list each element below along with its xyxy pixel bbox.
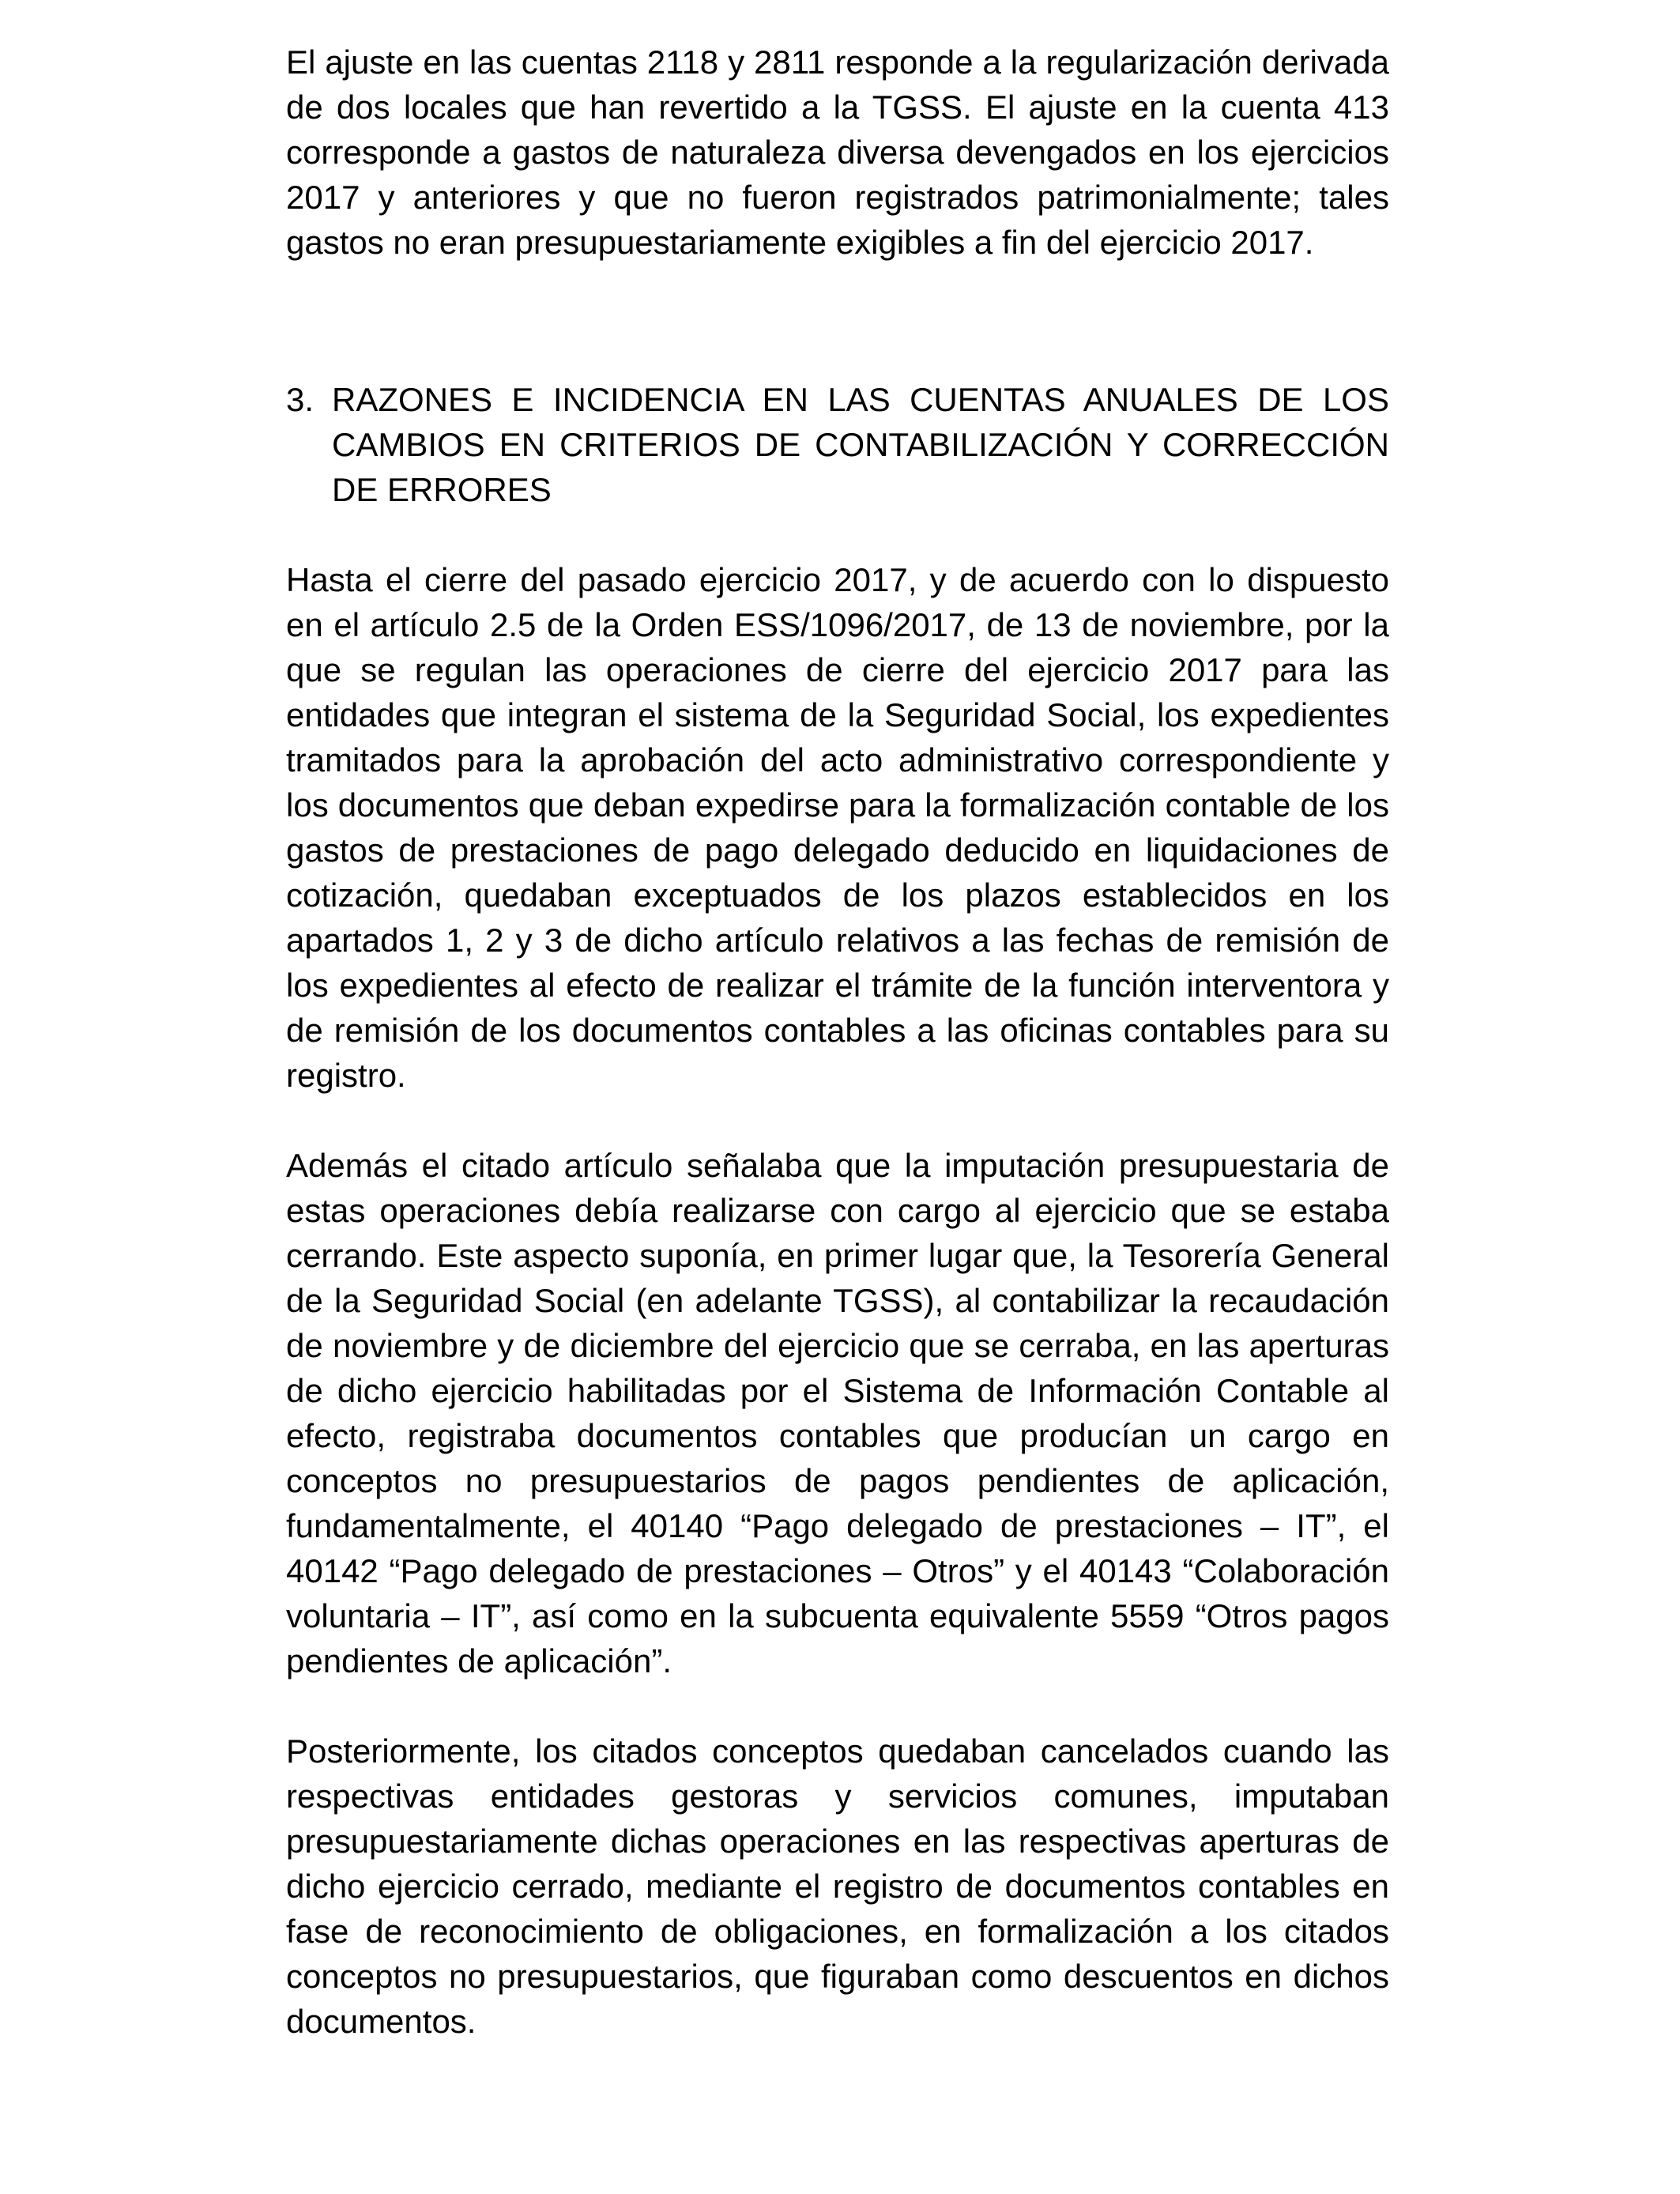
section-number: 3.	[286, 381, 315, 418]
document-body	[286, 40, 1389, 2044]
section-title: RAZONES E INCIDENCIA EN LAS CUENTAS ANUALES DE LOS CAMBIOS EN CRITERIOS DE CONTABILIZACIÓN Y CORRECCIÓN DE ERRORES	[332, 381, 1389, 508]
section-heading	[286, 377, 1389, 512]
paragraph-cancelacion-conceptos: Posteriormente, los citados conceptos quedaban cancelados cuando las respectivas entidades gestoras y servicios comunes, imputaban presupuestariamente dichas operaciones en las respectivas aperturas de dicho ejercicio cerrado, mediante el registro de documentos contables en fase de reconocimiento de obligaciones, en formalización a los citados conceptos no presupuestarios, que figuraban como descuentos en dichos documentos.	[286, 1732, 1389, 2040]
paragraph-ajuste-cuentas: El ajuste en las cuentas 2118 y 2811 responde a la regularización derivada de dos locales que han revertido a la TGSS. El ajuste en la cuenta 413 corresponde a gastos de naturaleza diversa devengados en los ejercicios 2017 y anteriores y que no fueron registrados patrimonialmente; tales gastos no eran presupuestariamente exigibles a fin del ejercicio 2017.	[286, 43, 1389, 261]
paragraph-cierre-ejercicio: Hasta el cierre del pasado ejercicio 2017, y de acuerdo con lo dispuesto en el artículo 2.5 de la Orden ESS/1096/2017, de 13 de noviembre, por la que se regulan las operaciones de cierre del ejercicio 2017 para las entidades que integran el sistema de la Seguridad Social, los expedientes tramitados para la aprobación del acto administrativo correspondiente y los documentos que deban expedirse para la formalización contable de los gastos de prestaciones de pago delegado deducido en liquidaciones de cotización, quedaban exceptuados de los plazos establecidos en los apartados 1, 2 y 3 de dicho artículo relativos a las fechas de remisión de los expedientes al efecto de realizar el trámite de la función interventora y de remisión de los documentos contables a las oficinas contables para su registro.	[286, 561, 1389, 1094]
paragraph-imputacion-presupuestaria: Además el citado artículo señalaba que la imputación presupuestaria de estas operaciones debía realizarse con cargo al ejercicio que se estaba cerrando. Este aspecto suponía, en primer lugar que, la Tesorería General de la Seguridad Social (en adelante TGSS), al contabilizar la recaudación de noviembre y de diciembre del ejercicio que se cerraba, en las aperturas de dicho ejercicio habilitadas por el Sistema de Información Contable al efecto, registraba documentos contables que producían un cargo en conceptos no presupuestarios de pagos pendientes de aplicación, fundamentalmente, el 40140 “Pago delegado de prestaciones – IT”, el 40142 “Pago delegado de prestaciones – Otros” y el 40143 “Colaboración voluntaria – IT”, así como en la subcuenta equivalente 5559 “Otros pagos pendientes de aplicación”.	[286, 1147, 1389, 1679]
